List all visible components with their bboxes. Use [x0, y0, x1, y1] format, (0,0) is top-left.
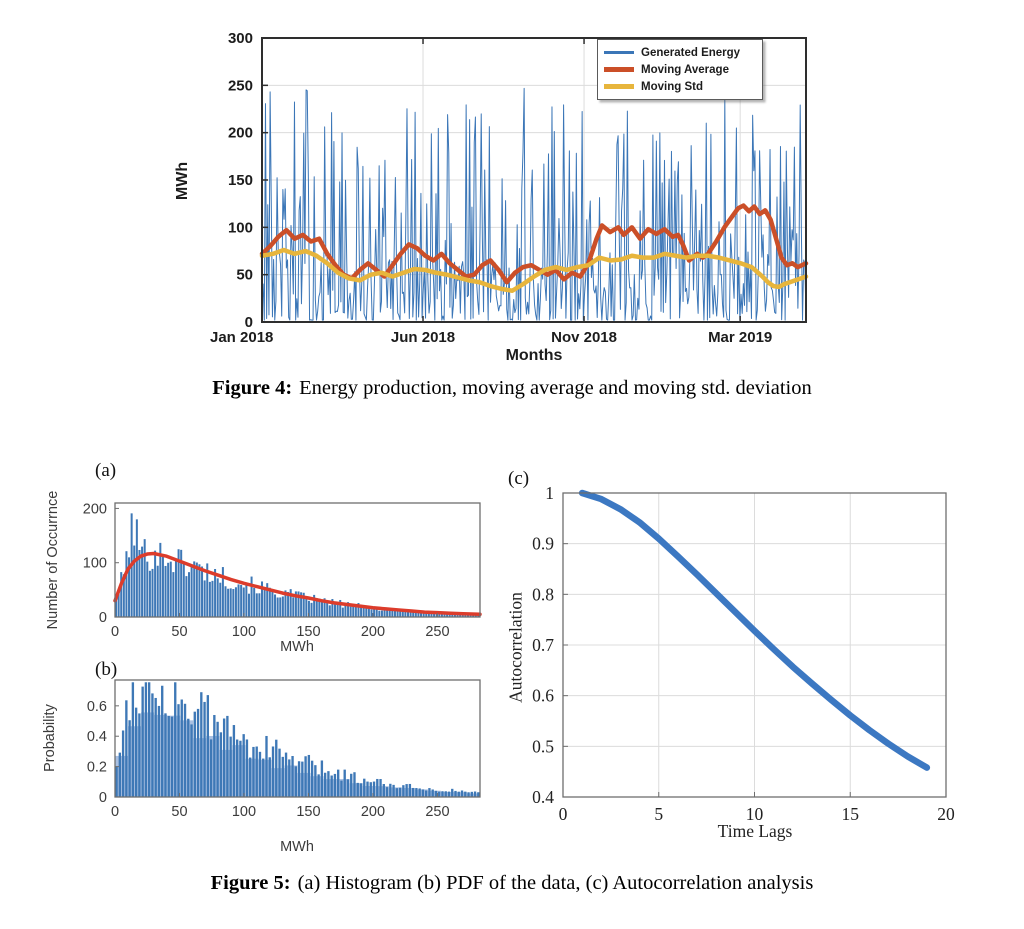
- y-tick-label: 0.6: [532, 685, 554, 706]
- histogram-bar: [201, 567, 203, 617]
- x-tick-label: 150: [296, 624, 321, 640]
- pdf-narrow-bar: [432, 789, 434, 797]
- moving-std-line-swatch: [604, 84, 634, 89]
- pdf-narrow-bar: [438, 792, 440, 797]
- pdf-narrow-bar: [399, 788, 401, 797]
- histogram-bar: [342, 608, 344, 617]
- legend-label: Moving Std: [641, 80, 703, 93]
- figure4-chart-area: [150, 15, 850, 375]
- x-tick-label: Jan 2018: [210, 329, 274, 346]
- histogram-bar: [368, 608, 370, 617]
- histogram-bar: [211, 581, 213, 617]
- pdf-narrow-bar: [135, 708, 137, 797]
- x-tick-label: 150: [296, 804, 321, 820]
- pdf-narrow-bar: [396, 788, 398, 797]
- x-tick-label: 100: [231, 624, 257, 640]
- pdf-narrow-bar: [317, 774, 319, 797]
- pdf-narrow-bar: [458, 792, 460, 797]
- pdf-narrow-bar: [259, 752, 261, 797]
- pdf-narrow-bar: [187, 719, 189, 797]
- pdf-narrow-bar: [226, 716, 228, 797]
- pdf-narrow-bar: [477, 792, 479, 797]
- x-tick-label: 50: [171, 804, 188, 820]
- panel-b-tag: (b): [95, 659, 118, 680]
- x-tick-label: Jun 2018: [390, 329, 456, 346]
- generated-energy-line: [262, 88, 806, 320]
- histogram-bar: [219, 583, 221, 617]
- histogram-bar: [222, 567, 224, 617]
- pdf-narrow-bar: [383, 784, 385, 797]
- figure4-caption-text: Energy production, moving average and moving std. deviation: [299, 377, 812, 399]
- histogram-bar: [167, 563, 169, 617]
- x-tick-label: 15: [841, 804, 859, 824]
- pdf-narrow-bar: [262, 759, 264, 797]
- histogram-chart: [30, 458, 490, 658]
- pdf-narrow-bar: [275, 740, 277, 797]
- histogram-bar: [334, 604, 336, 617]
- pdf-narrow-bar: [256, 747, 258, 797]
- histogram-bar: [329, 605, 331, 617]
- pdf-narrow-bar: [428, 788, 430, 797]
- pdf-narrow-bar: [467, 792, 469, 797]
- histogram-bar: [378, 611, 380, 617]
- y-tick-label: 150: [227, 172, 253, 189]
- y-tick-label: 0.7: [532, 635, 554, 655]
- pdf-narrow-bar: [454, 791, 456, 797]
- histogram-bar: [157, 566, 159, 617]
- histogram-bar: [138, 550, 140, 617]
- y-tick-label: 100: [227, 219, 253, 237]
- histogram-bar: [240, 585, 242, 617]
- pdf-narrow-bar: [158, 706, 160, 797]
- pdf-narrow-bar: [249, 758, 251, 797]
- pdf-narrow-bar: [324, 773, 326, 797]
- pdf-narrow-bar: [363, 779, 365, 797]
- histogram-bar: [381, 611, 383, 617]
- pdf-narrow-bar: [445, 791, 447, 797]
- pdf-narrow-bar: [141, 687, 143, 797]
- pdf-narrow-bar: [337, 770, 339, 797]
- y-tick-label: 0.9: [532, 533, 554, 554]
- pdf-narrow-bar: [311, 761, 313, 797]
- figure4-legend: [597, 39, 763, 100]
- x-tick-label: 200: [360, 624, 386, 640]
- pdf-narrow-bar: [366, 782, 368, 797]
- pdf-narrow-bar: [272, 746, 274, 797]
- histogram-bar: [399, 611, 401, 617]
- pdf-narrow-bar: [278, 749, 280, 797]
- autocorrelation-chart: [495, 458, 1010, 858]
- pdf-narrow-bar: [174, 682, 176, 797]
- y-tick-label: 0.6: [86, 698, 107, 715]
- panel-a-y-axis-label: Number of Occurrnce: [45, 490, 61, 630]
- y-tick-label: 50: [236, 266, 253, 284]
- pdf-narrow-bar: [288, 759, 290, 797]
- pdf-chart: [30, 655, 490, 860]
- histogram-bar: [264, 589, 266, 617]
- panel-a-tag: (a): [95, 460, 117, 481]
- y-tick-label: 0.8: [532, 584, 554, 605]
- pdf-narrow-bar: [164, 713, 166, 797]
- moving-average-line-swatch: [604, 67, 634, 72]
- pdf-narrow-bar: [216, 722, 218, 797]
- pdf-narrow-bar: [285, 753, 287, 797]
- x-tick-label: Nov 2018: [551, 329, 617, 346]
- pdf-narrow-bar: [353, 772, 355, 797]
- histogram-bar: [326, 602, 328, 617]
- legend-item-moving-std: [604, 78, 756, 95]
- y-tick-label: 0.4: [532, 787, 554, 807]
- pdf-narrow-bar: [119, 753, 121, 797]
- pdf-narrow-bar: [321, 760, 323, 797]
- histogram-bar: [271, 590, 273, 617]
- pdf-narrow-bar: [132, 682, 134, 797]
- pdf-narrow-bar: [360, 783, 362, 797]
- histogram-bar: [175, 560, 177, 617]
- histogram-bar: [245, 583, 247, 617]
- histogram-bar: [251, 577, 253, 617]
- pdf-narrow-bar: [151, 693, 153, 797]
- histogram-bar: [198, 564, 200, 617]
- pdf-narrow-bar: [184, 704, 186, 797]
- histogram-bar: [209, 582, 211, 617]
- x-tick-label: 50: [171, 624, 188, 640]
- y-tick-label: 200: [82, 501, 107, 518]
- pdf-narrow-bar: [229, 737, 231, 797]
- histogram-bar: [183, 562, 185, 617]
- histogram-bar: [238, 584, 240, 617]
- x-tick-label: 10: [745, 804, 764, 824]
- histogram-bar: [230, 588, 232, 617]
- pdf-narrow-bar: [471, 792, 473, 797]
- generated-energy-line-swatch: [604, 51, 634, 54]
- pdf-narrow-bar: [441, 791, 443, 797]
- pdf-narrow-bar: [461, 790, 463, 797]
- pdf-narrow-bar: [298, 761, 300, 797]
- histogram-bar: [136, 519, 138, 617]
- figure5-caption-label: Figure 5:: [210, 872, 291, 894]
- y-tick-label: 0.4: [86, 729, 107, 746]
- pdf-narrow-bar: [340, 781, 342, 797]
- pdf-narrow-bar: [350, 774, 352, 797]
- pdf-narrow-bar: [451, 789, 453, 797]
- panel-b-x-axis-label: MWh: [280, 839, 314, 855]
- pdf-narrow-bar: [220, 732, 222, 797]
- pdf-narrow-bar: [125, 700, 127, 797]
- histogram-bar: [196, 563, 198, 617]
- pdf-narrow-bar: [314, 765, 316, 797]
- pdf-narrow-bar: [330, 776, 332, 797]
- legend-label: Moving Average: [641, 63, 729, 76]
- pdf-narrow-bar: [115, 766, 117, 797]
- pdf-narrow-bar: [122, 730, 124, 797]
- histogram-bar: [352, 606, 354, 617]
- histogram-bar: [188, 572, 190, 617]
- figure5-caption: [0, 872, 1024, 895]
- pdf-narrow-bar: [327, 771, 329, 797]
- histogram-bar: [185, 576, 187, 617]
- pdf-narrow-bar: [252, 747, 254, 797]
- y-tick-label: 1: [545, 483, 554, 503]
- pdf-narrow-bar: [295, 766, 297, 797]
- pdf-narrow-bar: [392, 785, 394, 797]
- histogram-bar: [146, 562, 148, 617]
- y-tick-label: 0.2: [86, 759, 107, 776]
- histogram-bar: [193, 561, 195, 617]
- y-tick-label: 250: [227, 77, 253, 95]
- histogram-bar: [248, 594, 250, 617]
- pdf-narrow-bar: [425, 791, 427, 797]
- histogram-bar: [217, 578, 219, 617]
- figure4-caption-label: Figure 4:: [212, 377, 293, 399]
- pdf-narrow-bar: [203, 702, 205, 797]
- pdf-narrow-bar: [389, 784, 391, 797]
- panel-b-y-axis-label: Probability: [42, 704, 58, 772]
- pdf-narrow-bar: [301, 762, 303, 797]
- pdf-narrow-bar: [344, 770, 346, 797]
- legend-item-moving-average: [604, 61, 756, 78]
- y-tick-label: 100: [82, 555, 107, 572]
- pdf-narrow-bar: [239, 741, 241, 797]
- pdf-narrow-bar: [190, 724, 192, 797]
- panel-c-tag: (c): [508, 468, 530, 489]
- figure4-x-axis-label: Months: [505, 347, 563, 364]
- histogram-bar: [227, 589, 229, 617]
- pdf-narrow-bar: [171, 717, 173, 797]
- pdf-narrow-bar: [161, 686, 163, 797]
- histogram-bar: [243, 587, 245, 617]
- histogram-bar: [279, 597, 281, 617]
- pdf-narrow-bar: [177, 704, 179, 797]
- histogram-bar: [253, 588, 255, 617]
- pdf-narrow-bar: [269, 757, 271, 797]
- x-tick-label: 0: [558, 804, 568, 824]
- pdf-narrow-bar: [246, 739, 248, 797]
- x-tick-label: 0: [110, 624, 120, 640]
- pdf-narrow-bar: [194, 712, 196, 797]
- y-tick-label: 200: [227, 124, 253, 142]
- pdf-narrow-bar: [223, 719, 225, 797]
- pdf-narrow-bar: [448, 792, 450, 797]
- x-tick-label: 20: [937, 804, 955, 824]
- pdf-narrow-bar: [347, 779, 349, 797]
- pdf-narrow-bar: [200, 692, 202, 797]
- pdf-narrow-bar: [168, 716, 170, 797]
- histogram-bar: [225, 586, 227, 617]
- pdf-narrow-bar: [128, 720, 130, 797]
- legend-label: Generated Energy: [641, 46, 741, 59]
- pdf-narrow-bar: [304, 756, 306, 797]
- pdf-narrow-bar: [291, 756, 293, 797]
- panel-c-x-axis-label: Time Lags: [717, 821, 793, 841]
- histogram-bar: [386, 610, 388, 617]
- x-tick-label: 5: [654, 804, 664, 824]
- pdf-narrow-bar: [236, 739, 238, 797]
- pdf-narrow-bar: [197, 709, 199, 797]
- pdf-narrow-bar: [405, 784, 407, 797]
- histogram-bar: [165, 566, 167, 617]
- histogram-bar: [282, 596, 284, 617]
- pdf-narrow-bar: [412, 788, 414, 797]
- pdf-narrow-bar: [148, 682, 150, 797]
- pdf-narrow-bar: [415, 788, 417, 797]
- histogram-bar: [274, 594, 276, 617]
- x-tick-label: 200: [360, 804, 386, 820]
- y-tick-label: 0.5: [532, 736, 554, 757]
- pdf-narrow-bar: [379, 779, 381, 797]
- panel-c-y-axis-label: Autocorrelation: [505, 592, 526, 703]
- pdf-narrow-bar: [145, 682, 147, 797]
- pdf-narrow-bar: [265, 736, 267, 797]
- histogram-bar: [172, 572, 174, 617]
- histogram-bar: [204, 580, 206, 617]
- histogram-bar: [292, 597, 294, 617]
- histogram-bar: [149, 571, 151, 617]
- histogram-bar: [269, 588, 271, 617]
- pdf-narrow-bar: [242, 734, 244, 797]
- pdf-narrow-bar: [376, 779, 378, 797]
- histogram-bar: [170, 562, 172, 617]
- legend-item-generated-energy: [604, 44, 756, 61]
- pdf-narrow-bar: [409, 784, 411, 797]
- pdf-narrow-bar: [213, 715, 215, 797]
- y-tick-label: 0: [98, 790, 107, 806]
- histogram-bar: [152, 569, 154, 617]
- histogram-bar: [258, 593, 260, 617]
- pdf-narrow-bar: [418, 788, 420, 797]
- histogram-bar: [410, 612, 412, 617]
- figure5-panel-a-area: [30, 458, 490, 658]
- figure4-y-axis-label: MWh: [174, 161, 191, 201]
- y-tick-label: 0: [98, 610, 107, 626]
- histogram-bar: [133, 546, 135, 617]
- pdf-narrow-bar: [181, 700, 183, 797]
- pdf-narrow-bar: [357, 783, 359, 797]
- histogram-bar: [311, 603, 313, 617]
- panel-a-x-axis-label: MWh: [280, 639, 314, 655]
- histogram-bar: [154, 551, 156, 617]
- histogram-bar: [371, 610, 373, 617]
- pdf-narrow-bar: [422, 789, 424, 797]
- y-tick-label: 300: [227, 30, 253, 47]
- pdf-narrow-bar: [464, 792, 466, 797]
- histogram-bar: [256, 593, 258, 617]
- histogram-bar: [321, 600, 323, 617]
- histogram-bar: [350, 607, 352, 617]
- histogram-bar: [162, 554, 164, 617]
- histogram-bar: [305, 598, 307, 617]
- pdf-narrow-bar: [233, 725, 235, 797]
- pdf-narrow-bar: [155, 698, 157, 797]
- pdf-narrow-bar: [138, 713, 140, 797]
- x-tick-label: 100: [231, 804, 257, 820]
- x-tick-label: 250: [425, 624, 450, 640]
- pdf-narrow-bar: [402, 785, 404, 797]
- histogram-bar: [125, 551, 127, 617]
- histogram-bar: [277, 597, 279, 617]
- y-tick-label: 0: [244, 314, 253, 331]
- pdf-narrow-bar: [474, 792, 476, 797]
- figure5-panel-c-area: [495, 458, 1010, 858]
- figure5-caption-text: (a) Histogram (b) PDF of the data, (c) Autocorrelation analysis: [297, 872, 814, 894]
- x-tick-label: Mar 2019: [708, 329, 773, 346]
- histogram-bar: [144, 539, 146, 617]
- histogram-bar: [191, 566, 193, 617]
- pdf-narrow-bar: [386, 787, 388, 797]
- pdf-narrow-bar: [370, 782, 372, 797]
- x-tick-label: 250: [425, 804, 450, 820]
- histogram-bar: [235, 587, 237, 617]
- pdf-narrow-bar: [308, 755, 310, 797]
- histogram-bar: [232, 589, 234, 617]
- pdf-narrow-bar: [435, 791, 437, 797]
- figure5-panel-b-area: [30, 655, 490, 860]
- pdf-narrow-bar: [282, 757, 284, 797]
- figure4-caption: [0, 377, 1024, 400]
- histogram-bar: [344, 605, 346, 617]
- pdf-narrow-bar: [207, 695, 209, 797]
- x-tick-label: 0: [110, 804, 120, 820]
- pdf-narrow-bar: [334, 774, 336, 797]
- pdf-narrow-bar: [210, 739, 212, 797]
